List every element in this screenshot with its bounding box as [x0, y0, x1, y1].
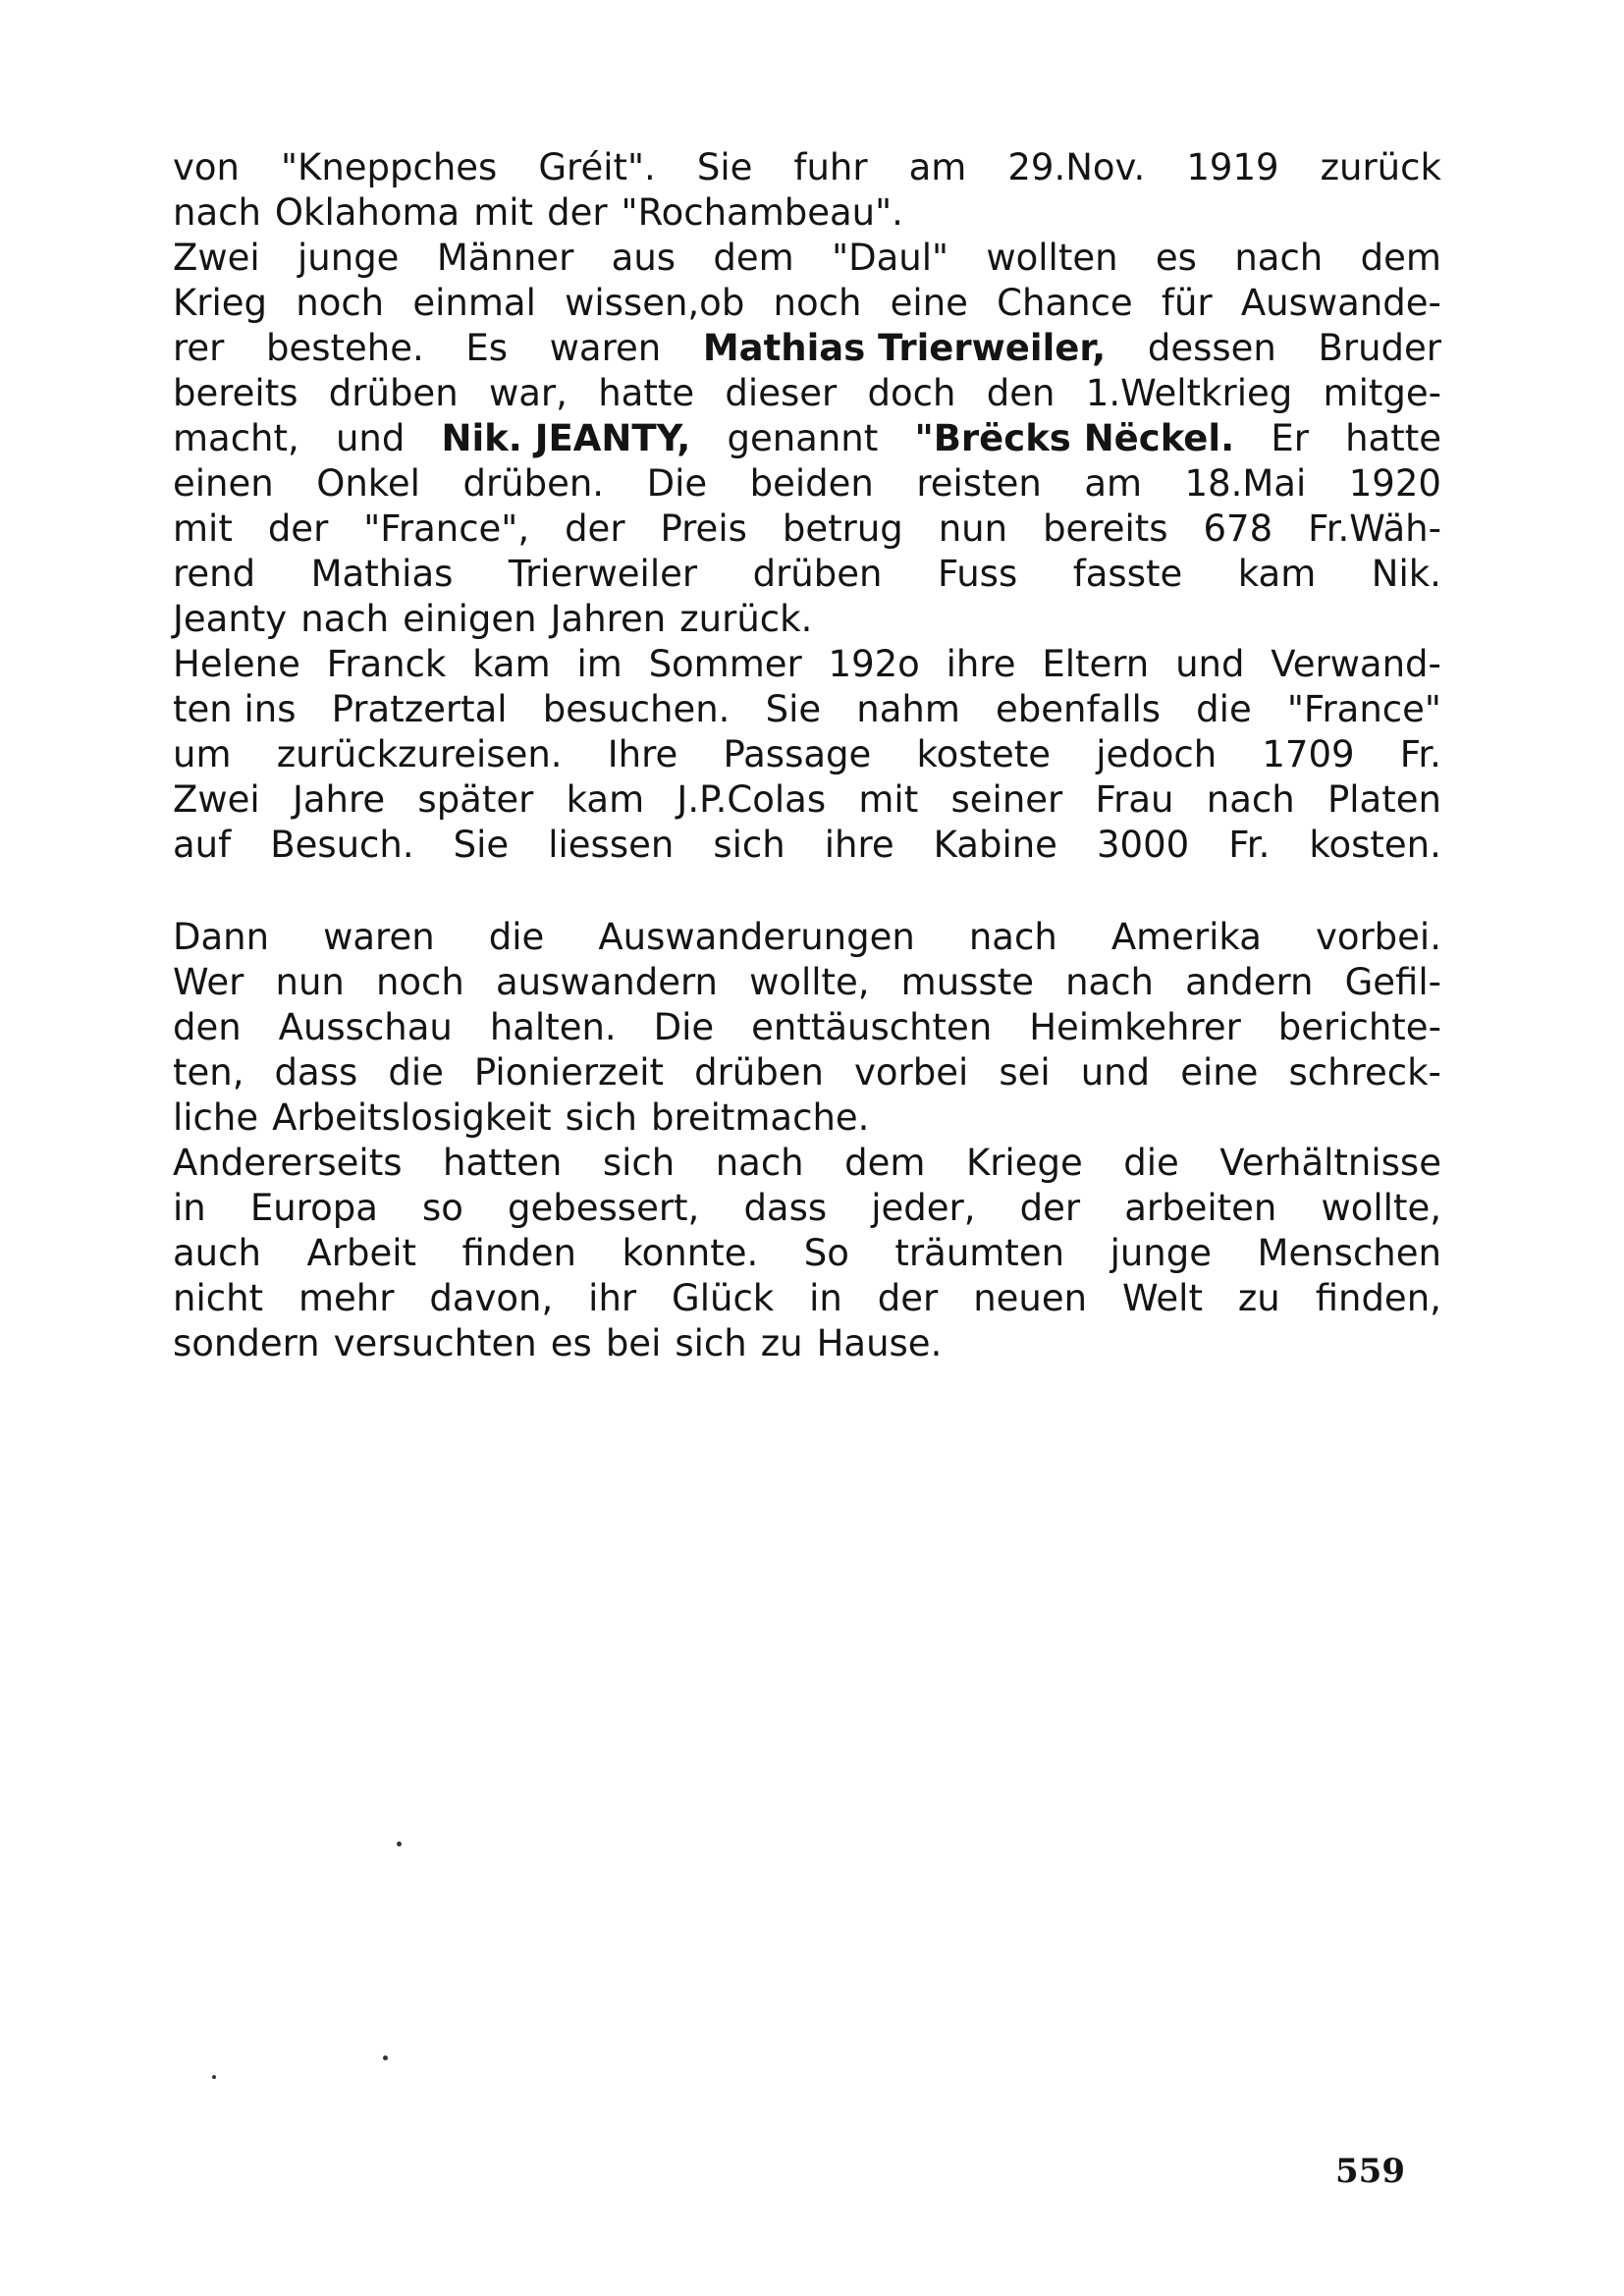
word: Sommer: [648, 643, 802, 685]
text-line: [173, 1321, 1441, 1366]
word: drüben.: [462, 462, 605, 505]
word: wollten: [986, 237, 1118, 279]
word: und: [335, 417, 406, 459]
word: Zwei: [173, 778, 260, 821]
word: Dann: [173, 916, 270, 958]
word: die: [1123, 1142, 1179, 1184]
word: fasste: [1072, 553, 1183, 595]
word: den: [173, 1006, 242, 1048]
word: Fr.: [1399, 733, 1441, 775]
word: zurückzureisen.: [276, 733, 563, 775]
word: bestehe.: [265, 327, 424, 369]
word: ihre: [946, 643, 1016, 685]
word: Kriege: [965, 1142, 1083, 1184]
word: seiner: [950, 778, 1063, 821]
word: nach: [1234, 237, 1324, 279]
word: Eltern: [1042, 643, 1150, 685]
word: ihr: [588, 1277, 637, 1319]
text-line: [173, 823, 1441, 868]
text-line: [173, 552, 1441, 597]
word: rend: [173, 553, 256, 595]
word: nach: [968, 916, 1057, 958]
word: finden: [461, 1232, 577, 1274]
word: Chance: [997, 282, 1133, 324]
word: die: [488, 916, 545, 958]
word: Männer: [436, 237, 574, 279]
word: jedoch: [1096, 733, 1218, 775]
word: Platen: [1326, 778, 1441, 821]
word: drüben: [328, 372, 459, 414]
word: "Daul": [832, 237, 949, 279]
text-line: [173, 732, 1441, 777]
word: der: [565, 507, 625, 550]
word: "France",: [363, 507, 530, 550]
word: 3000: [1096, 824, 1190, 866]
text-line: [173, 190, 1441, 236]
word: junge: [1110, 1232, 1212, 1274]
word: rer: [173, 327, 225, 369]
word: Glück: [672, 1277, 775, 1319]
word: dass: [743, 1187, 828, 1229]
word: dem: [713, 237, 794, 279]
word: Jahre: [292, 778, 386, 821]
word: einen: [173, 462, 274, 505]
scan-speck: [212, 2075, 216, 2079]
word: wissen,ob: [565, 282, 745, 324]
word: 1920: [1348, 462, 1441, 505]
word: versuchten: [333, 1322, 537, 1364]
word: später: [417, 778, 534, 821]
word: "Rochambeau".: [621, 191, 903, 234]
word: nahm: [856, 688, 960, 730]
word: einigen: [403, 598, 537, 640]
word: mit: [858, 778, 919, 821]
word: junge: [298, 237, 400, 279]
word: Die: [653, 1006, 715, 1048]
word: dem: [844, 1142, 926, 1184]
word: dessen: [1147, 327, 1276, 369]
page-number: 559: [1335, 2152, 1405, 2191]
word: hatte: [1345, 417, 1441, 459]
word: finden,: [1315, 1277, 1441, 1319]
word: Pionierzeit: [473, 1051, 665, 1094]
text-line: [173, 371, 1441, 416]
word: Die: [646, 462, 708, 505]
word: Pratzertal: [331, 688, 508, 730]
word: auswandern: [495, 961, 718, 1003]
word: mit: [473, 191, 534, 234]
word: Er: [1271, 417, 1309, 459]
word: Gréit".: [538, 146, 656, 188]
word: sich: [565, 1096, 637, 1139]
word: nach: [715, 1142, 804, 1184]
word: war,: [488, 372, 568, 414]
word: doch: [867, 372, 956, 414]
word: wollte,: [749, 961, 870, 1003]
word: nicht: [173, 1277, 264, 1319]
word: sei: [999, 1051, 1051, 1094]
text-line: [173, 145, 1441, 190]
text-line: [173, 960, 1441, 1005]
text-line: [173, 1231, 1441, 1276]
word: ten ins: [173, 688, 297, 730]
text-line: [173, 915, 1441, 960]
text-line: [173, 642, 1441, 687]
word: drüben: [694, 1051, 824, 1094]
word: Es: [465, 327, 509, 369]
word: Mathias Trierweiler,: [702, 327, 1107, 369]
word: Arbeitslosigkeit: [272, 1096, 552, 1139]
word: Trierweiler: [508, 553, 698, 595]
word: kam: [566, 778, 645, 821]
word: sich: [675, 1322, 747, 1364]
word: auch: [173, 1232, 261, 1274]
word: die: [1196, 688, 1252, 730]
word: davon,: [429, 1277, 554, 1319]
word: "Brëcks Nëckel.: [914, 417, 1235, 459]
word: und: [1080, 1051, 1151, 1094]
word: Passage: [723, 733, 872, 775]
word: der: [267, 507, 329, 550]
word: auf: [173, 824, 232, 866]
word: Nik.: [1371, 553, 1441, 595]
word: kam: [472, 643, 551, 685]
word: Arbeit: [306, 1232, 417, 1274]
word: nach: [300, 598, 390, 640]
word: hatte: [598, 372, 695, 414]
text-line: [173, 1095, 1441, 1141]
word: 29.Nov.: [1007, 146, 1146, 188]
word: neuen: [973, 1277, 1088, 1319]
word: Besuch.: [270, 824, 414, 866]
word: dass: [274, 1051, 358, 1094]
word: 678: [1203, 507, 1273, 550]
word: Jahren: [550, 598, 667, 640]
word: sondern: [173, 1322, 320, 1364]
word: dieser: [725, 372, 838, 414]
word: arbeiten: [1124, 1187, 1277, 1229]
word: 192o: [828, 643, 920, 685]
word: betrug: [782, 507, 903, 550]
word: "Kneppches: [281, 146, 498, 188]
word: Krieg: [173, 282, 268, 324]
word: Preis: [660, 507, 747, 550]
word: Zwei: [173, 237, 260, 279]
word: J.P.Colas: [677, 778, 827, 821]
word: andern: [1185, 961, 1314, 1003]
word: im: [576, 643, 623, 685]
word: nun: [275, 961, 345, 1003]
word: es: [1155, 237, 1197, 279]
word: der: [877, 1277, 939, 1319]
word: um: [173, 733, 232, 775]
word: ebenfalls: [996, 688, 1162, 730]
word: Mathias: [310, 553, 454, 595]
text-line: [173, 507, 1441, 552]
word: Helene: [173, 643, 300, 685]
word: ihre: [824, 824, 894, 866]
word: am: [908, 146, 967, 188]
word: zurück: [1320, 146, 1441, 188]
word: liche: [173, 1096, 259, 1139]
word: es: [550, 1322, 592, 1364]
word: waren: [323, 916, 435, 958]
paragraph-2: [173, 915, 1441, 1366]
word: so: [421, 1187, 463, 1229]
word: mit: [173, 507, 233, 550]
word: waren: [549, 327, 662, 369]
word: eine: [1180, 1051, 1259, 1094]
word: zurück.: [679, 598, 813, 640]
word: besuchen.: [542, 688, 731, 730]
word: Heimkehrer: [1029, 1006, 1241, 1048]
text-line: [173, 461, 1441, 507]
word: einmal: [412, 282, 536, 324]
word: konnte.: [622, 1232, 759, 1274]
word: gebessert,: [508, 1187, 700, 1229]
text-line: [173, 326, 1441, 371]
word: liessen: [548, 824, 675, 866]
word: jeder,: [871, 1187, 976, 1229]
word: 1919: [1186, 146, 1279, 188]
word: drüben: [752, 553, 883, 595]
word: Andererseits: [173, 1142, 403, 1184]
word: ten,: [173, 1051, 244, 1094]
word: dem: [1360, 237, 1441, 279]
word: kostete: [916, 733, 1052, 775]
word: sich: [602, 1142, 676, 1184]
word: Auswande-: [1240, 282, 1441, 324]
word: 18.Mai: [1184, 462, 1307, 505]
word: nach: [1206, 778, 1295, 821]
word: berichte-: [1277, 1006, 1441, 1048]
word: zu: [1237, 1277, 1280, 1319]
scan-speck: [397, 1842, 402, 1846]
word: Verwand-: [1271, 643, 1441, 685]
word: von: [173, 146, 240, 188]
text-line: [173, 1276, 1441, 1321]
word: nach: [1065, 961, 1155, 1003]
word: noch: [296, 282, 385, 324]
word: 1709: [1262, 733, 1355, 775]
word: zu: [760, 1322, 803, 1364]
word: Amerika: [1110, 916, 1262, 958]
word: Sie: [696, 146, 753, 188]
word: bereits: [173, 372, 298, 414]
paragraph-1: [173, 145, 1441, 868]
word: noch: [773, 282, 862, 324]
word: mehr: [298, 1277, 395, 1319]
word: Frau: [1095, 778, 1174, 821]
word: breitmache.: [650, 1096, 870, 1139]
text-line: [173, 1050, 1441, 1095]
word: Ihre: [607, 733, 678, 775]
word: Bruder: [1318, 327, 1441, 369]
word: bereits: [1043, 507, 1168, 550]
word: die: [388, 1051, 444, 1094]
scan-speck: [383, 2056, 388, 2060]
text-line: [173, 597, 1441, 642]
word: Oklahoma: [274, 191, 460, 234]
text-line: [173, 687, 1441, 732]
word: Welt: [1122, 1277, 1203, 1319]
word: kosten.: [1309, 824, 1441, 866]
text-line: [173, 1186, 1441, 1231]
word: wollte,: [1321, 1187, 1441, 1229]
word: Nik. JEANTY,: [441, 417, 691, 459]
word: Franck: [326, 643, 447, 685]
word: kam: [1237, 553, 1317, 595]
word: am: [1084, 462, 1143, 505]
word: Wer: [173, 961, 244, 1003]
word: noch: [375, 961, 464, 1003]
text-line: [173, 236, 1441, 281]
word: hatten: [443, 1142, 563, 1184]
word: in: [809, 1277, 842, 1319]
word: So: [803, 1232, 849, 1274]
word: vorbei: [854, 1051, 969, 1094]
word: Gefil-: [1344, 961, 1441, 1003]
word: reisten: [916, 462, 1042, 505]
word: träumten: [894, 1232, 1065, 1274]
word: in: [173, 1187, 206, 1229]
word: Verhältnisse: [1219, 1142, 1441, 1184]
word: der: [1019, 1187, 1081, 1229]
text-line: [173, 777, 1441, 823]
word: macht,: [173, 417, 299, 459]
word: Jeanty: [173, 598, 288, 640]
word: Auswanderungen: [598, 916, 915, 958]
text-line: [173, 1141, 1441, 1186]
word: vorbei.: [1315, 916, 1441, 958]
text-line: [173, 1005, 1441, 1050]
word: bei: [605, 1322, 662, 1364]
word: halten.: [489, 1006, 617, 1048]
text-line: [173, 416, 1441, 461]
word: Hause.: [816, 1322, 943, 1364]
word: Sie: [765, 688, 822, 730]
word: mitge-: [1323, 372, 1441, 414]
word: schreck-: [1288, 1051, 1441, 1094]
word: musste: [900, 961, 1034, 1003]
word: Menschen: [1257, 1232, 1441, 1274]
word: Fr.Wäh-: [1308, 507, 1441, 550]
word: genannt: [727, 417, 879, 459]
word: Ausschau: [278, 1006, 453, 1048]
word: der: [547, 191, 608, 234]
word: Kabine: [933, 824, 1057, 866]
word: Fuss: [937, 553, 1018, 595]
word: Sie: [453, 824, 510, 866]
word: eine: [890, 282, 968, 324]
word: nun: [938, 507, 1008, 550]
word: 1.Weltkrieg: [1085, 372, 1293, 414]
word: den: [986, 372, 1056, 414]
word: beiden: [749, 462, 874, 505]
word: "France": [1286, 688, 1441, 730]
word: fuhr: [793, 146, 868, 188]
word: Europa: [249, 1187, 378, 1229]
word: Fr.: [1228, 824, 1271, 866]
text-line: [173, 281, 1441, 326]
word: Onkel: [316, 462, 420, 505]
word: nach: [173, 191, 261, 234]
word: aus: [611, 237, 677, 279]
word: und: [1175, 643, 1245, 685]
word: für: [1161, 282, 1213, 324]
word: enttäuschten: [751, 1006, 993, 1048]
word: sich: [713, 824, 785, 866]
